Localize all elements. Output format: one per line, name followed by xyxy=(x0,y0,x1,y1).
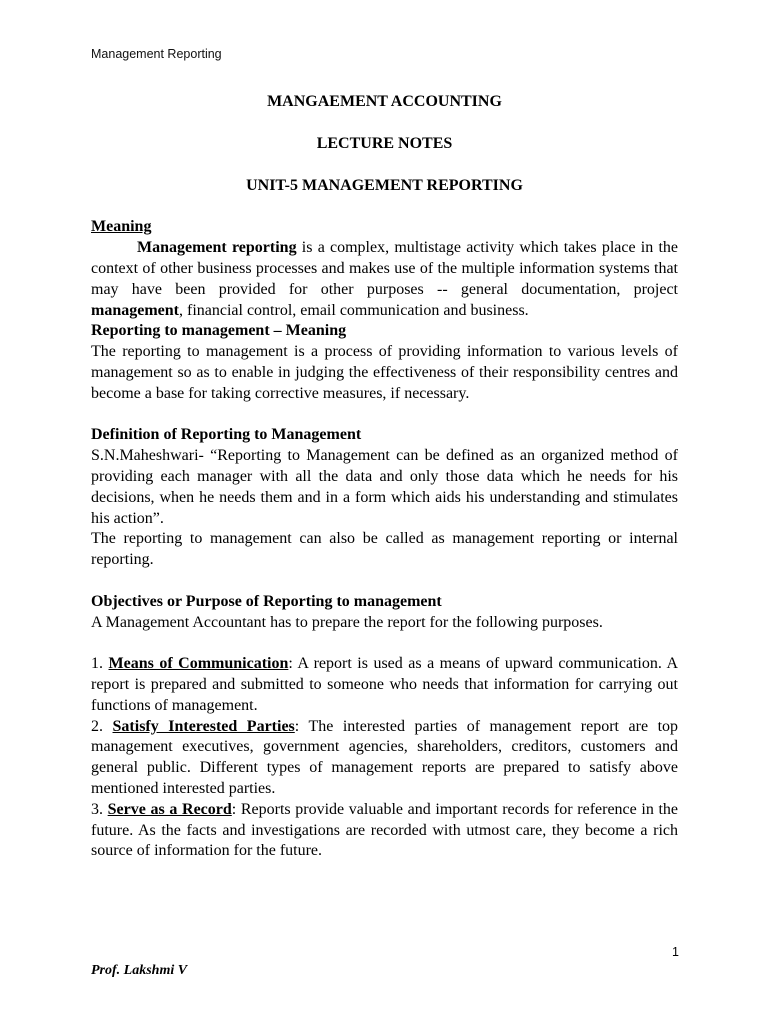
page-number: 1 xyxy=(672,945,679,959)
objective-item xyxy=(91,717,678,800)
objective-text: : The interested parties of management report are top management executives, government agencies, shareholders, creditors, customers and general public. Different types of management reports are prepared to satisfy above mentioned interested parties. xyxy=(91,717,679,797)
objectives-intro: A Management Accountant has to prepare the report for the following purposes. xyxy=(91,613,603,631)
page-content xyxy=(91,92,678,862)
notes-title: LECTURE NOTES xyxy=(316,134,453,152)
objective-item xyxy=(91,800,678,862)
objectives-heading: Objectives or Purpose of Reporting to management xyxy=(91,592,442,610)
meaning-text-a: is a complex, multistage activity which takes place in the context of other business processes and makes use of the multiple information systems that may have been provided for other purposes -- general documentation, project xyxy=(91,239,679,298)
objective-title: Satisfy Interested Parties xyxy=(112,717,295,735)
definition-note: The reporting to management can also be called as management reporting or internal reporting. xyxy=(91,530,678,569)
spacer xyxy=(91,633,678,654)
objective-title: Means of Communication xyxy=(108,655,289,673)
meaning-lead-bold: Management reporting xyxy=(137,239,297,257)
objective-item xyxy=(91,654,678,716)
objective-number: 2. xyxy=(91,717,113,735)
course-title: MANGAEMENT ACCOUNTING xyxy=(267,93,502,110)
meaning-heading: Meaning xyxy=(91,218,152,236)
spacer xyxy=(91,571,678,592)
meaning-mid-bold: management xyxy=(91,301,179,319)
spacer xyxy=(91,405,678,426)
objective-title: Serve as a Record xyxy=(107,800,232,818)
definition-quote: S.N.Maheshwari- “Reporting to Management can be defined as an organized method of providing each manager with all the data and only those data which he needs for his decisions, when he needs them and in a form which aids his understanding and stimulates his action”. xyxy=(91,447,678,527)
objective-text: : A report is used as a means of upward communication. A report is prepared and submitted to someone who needs that information for carrying out functions of management. xyxy=(91,655,679,714)
footer-author: Prof. Lakshmi V xyxy=(91,963,188,978)
running-header: Management Reporting xyxy=(91,47,222,61)
objective-text: : Reports provide valuable and important records for reference in the future. As the facts and investigations are recorded with utmost care, they become a rich source of information for the future. xyxy=(91,800,679,860)
reporting-meaning-heading: Reporting to management – Meaning xyxy=(91,322,347,340)
objective-number: 3. xyxy=(91,800,108,818)
objective-number: 1. xyxy=(91,655,109,673)
unit-title: UNIT-5 MANAGEMENT REPORTING xyxy=(246,176,523,194)
definition-heading: Definition of Reporting to Management xyxy=(91,426,362,444)
meaning-text-b: , financial control, email communication and business. xyxy=(178,301,529,319)
reporting-meaning-paragraph: The reporting to management is a process of providing information to various levels of management so as to enable in judging the effectiveness of their responsibility centres and become a base for taking corrective measures, if necessary. xyxy=(91,343,678,402)
meaning-paragraph xyxy=(91,238,678,321)
